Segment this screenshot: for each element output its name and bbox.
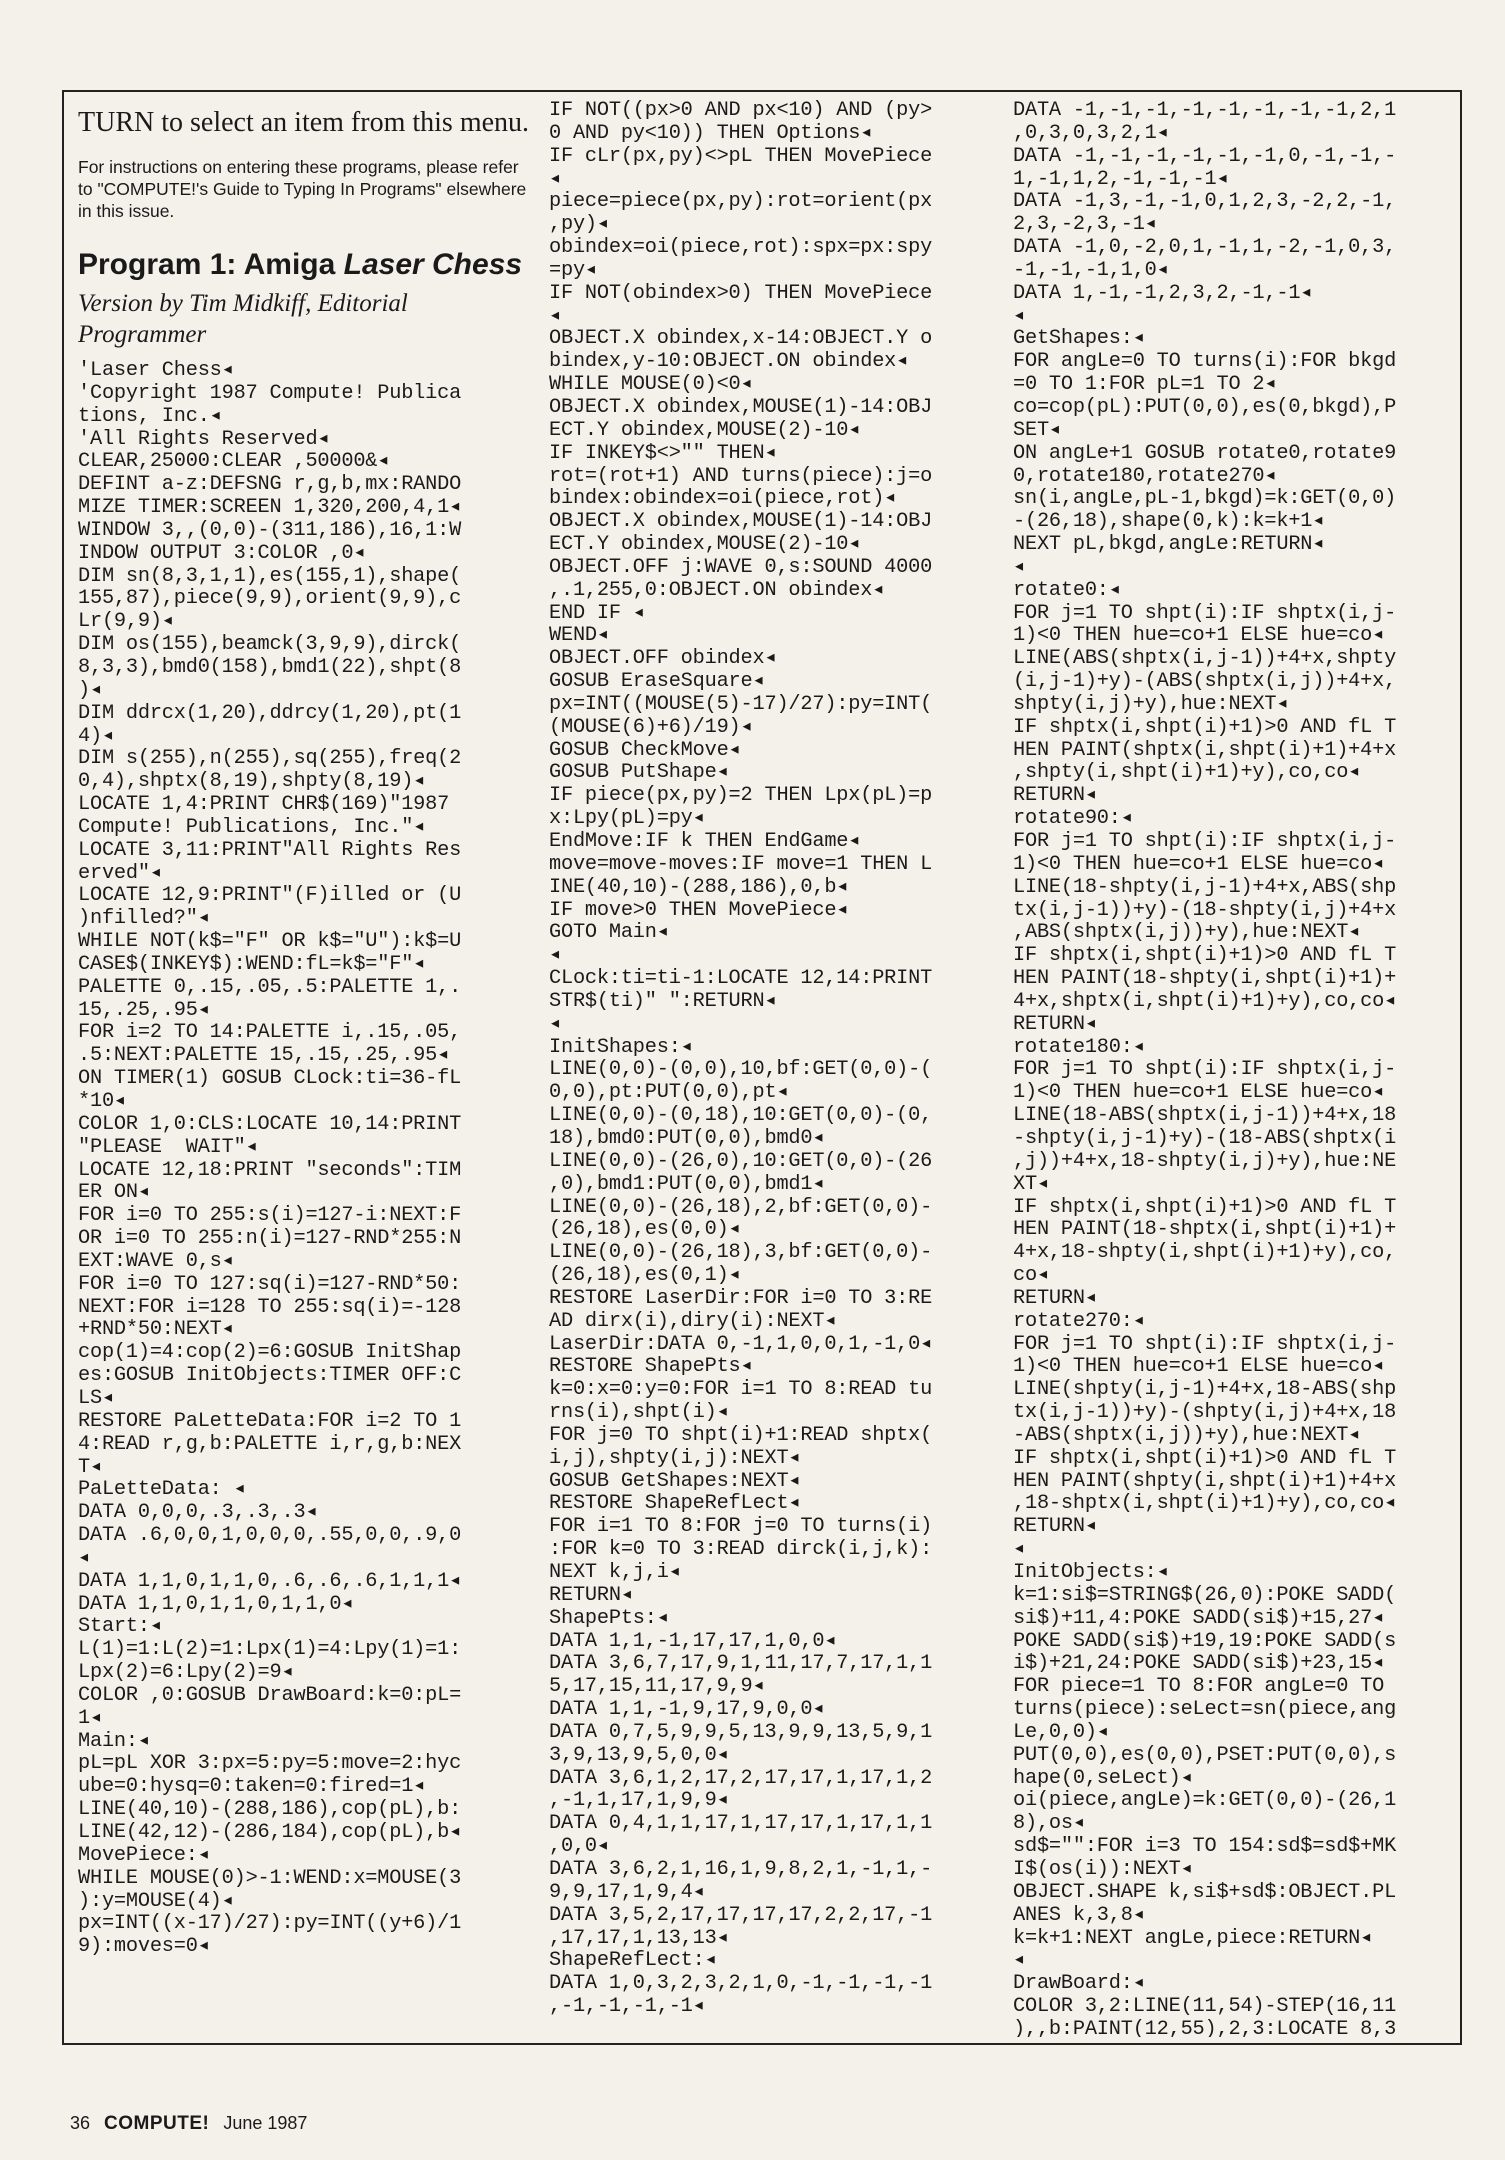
column-1	[78, 100, 530, 2037]
page-number: 36	[70, 2113, 91, 2133]
code-listing-col3: DATA -1,-1,-1,-1,-1,-1,-1,-1,2,1 ,0,3,0,3,2,1◂ DATA -1,-1,-1,-1,-1,-1,0,-1,-1,- 1,-1,1,2,-1,-1,-1◂ DATA -1,3,-1,-1,0,1,2,3,-2,2,-1, 2,3,-2,3,-1◂ DATA -1,0,-2,0,1,-1,1,-2,-1,0,3, -1,-1,-1,1,0◂ DATA 1,-1,-1,2,3,2,-1,-1◂ ◂ GetShapes:◂ FOR angLe=0 TO turns(i):FOR bkgd =0 TO 1:FOR pL=1 TO 2◂ co=cop(pL):PUT(0,0),es(0,bkgd),P SET◂ ON angLe+1 GOSUB rotate0,rotate9 0,rotate180,rotate270◂ sn(i,angLe,pL-1,bkgd)=k:GET(0,0) -(26,18),shape(0,k):k=k+1◂ NEXT pL,bkgd,angLe:RETURN◂ ◂ rotate0:◂ FOR j=1 TO shpt(i):IF shptx(i,j- 1)<0 THEN hue=co+1 ELSE hue=co◂ LINE(ABS(shptx(i,j-1))+4+x,shpty (i,j-1)+y)-(ABS(shptx(i,j))+4+x, shpty(i,j)+y),hue:NEXT◂ IF shptx(i,shpt(i)+1)>0 AND fL T HEN PAINT(shptx(i,shpt(i)+1)+4+x ,shpty(i,shpt(i)+1)+y),co,co◂ RETURN◂ rotate90:◂ FOR j=1 TO shpt(i):IF shptx(i,j- 1)<0 THEN hue=co+1 ELSE hue=co◂ LINE(18-shpty(i,j-1)+4+x,ABS(shp tx(i,j-1))+y)-(18-shpty(i,j)+4+x ,ABS(shptx(i,j))+y),hue:NEXT◂ IF shptx(i,shpt(i)+1)>0 AND fL T HEN PAINT(18-shpty(i,shpt(i)+1)+ 4+x,shptx(i,shpt(i)+1)+y),co,co◂ RETURN◂ rotate180:◂ FOR j=1 TO shpt(i):IF shptx(i,j- 1)<0 THEN hue=co+1 ELSE hue=co◂ LINE(18-ABS(shptx(i,j-1))+4+x,18 -shpty(i,j-1)+y)-(18-ABS(shptx(i ,j))+4+x,18-shpty(i,j)+y),hue:NE XT◂ IF shptx(i,shpt(i)+1)>0 AND fL T HEN PAINT(18-shptx(i,shpt(i)+1)+ 4+x,18-shpty(i,shpt(i)+1)+y),co, co◂ RETURN◂ rotate270:◂ FOR j=1 TO shpt(i):IF shptx(i,j- 1)<0 THEN hue=co+1 ELSE hue=co◂ LINE(shpty(i,j-1)+4+x,18-ABS(shp tx(i,j-1))+y)-(shpty(i,j)+4+x,18 -ABS(shptx(i,j))+y),hue:NEXT◂ IF shptx(i,shpt(i)+1)>0 AND fL T HEN PAINT(shpty(i,shpt(i)+1)+4+x ,18-shptx(i,shpt(i)+1)+y),co,co◂ RETURN◂ ◂ InitObjects:◂ k=1:si$=STRING$(26,0):POKE SADD( si$)+11,4:POKE SADD(si$)+15,27◂ POKE SADD(si$)+19,19:POKE SADD(s i$)+21,24:POKE SADD(si$)+23,15◂ FOR piece=1 TO 8:FOR angLe=0 TO turns(piece):seLect=sn(piece,ang Le,0,0)◂ PUT(0,0),es(0,0),PSET:PUT(0,0),s hape(0,seLect)◂ oi(piece,angLe)=k:GET(0,0)-(26,1 8),os◂ sd$="":FOR i=3 TO 154:sd$=sd$+MK I$(os(i)):NEXT◂ OBJECT.SHAPE k,si$+sd$:OBJECT.PL ANES k,3,8◂ k=k+1:NEXT angLe,piece:RETURN◂ ◂ DrawBoard:◂ COLOR 3,2:LINE(11,54)-STEP(16,11 ),,b:PAINT(12,55),2,3:LOCATE 8,3	[1013, 100, 1397, 2037]
issue-date: June 1987	[223, 2113, 308, 2133]
code-listing-col1: 'Laser Chess◂ 'Copyright 1987 Compute! Publica tions, Inc.◂ 'All Rights Reserved◂ CLEAR,25000:CLEAR ,50000&◂ DEFINT a-z:DEFSNG r,g,b,mx:RANDO MIZE TIMER:SCREEN 1,320,200,4,1◂ WINDOW 3,,(0,0)-(311,186),16,1:W INDOW OUTPUT 3:COLOR ,0◂ DIM sn(8,3,1,1),es(155,1),shape( 155,87),piece(9,9),orient(9,9),c Lr(9,9)◂ DIM os(155),beamck(3,9,9),dirck( 8,3,3),bmd0(158),bmd1(22),shpt(8 )◂ DIM ddrcx(1,20),ddrcy(1,20),pt(1 4)◂ DIM s(255),n(255),sq(255),freq(2 0,4),shptx(8,19),shpty(8,19)◂ LOCATE 1,4:PRINT CHR$(169)"1987 Compute! Publications, Inc."◂ LOCATE 3,11:PRINT"All Rights Res erved"◂ LOCATE 12,9:PRINT"(F)illed or (U )nfilled?"◂ WHILE NOT(k$="F" OR k$="U"):k$=U CASE$(INKEY$):WEND:fL=k$="F"◂ PALETTE 0,.15,.05,.5:PALETTE 1,. 15,.25,.95◂ FOR i=2 TO 14:PALETTE i,.15,.05, .5:NEXT:PALETTE 15,.15,.25,.95◂ ON TIMER(1) GOSUB CLock:ti=36-fL *10◂ COLOR 1,0:CLS:LOCATE 10,14:PRINT "PLEASE WAIT"◂ LOCATE 12,18:PRINT "seconds":TIM ER ON◂ FOR i=0 TO 255:s(i)=127-i:NEXT:F OR i=0 TO 255:n(i)=127-RND*255:N EXT:WAVE 0,s◂ FOR i=0 TO 127:sq(i)=127-RND*50: NEXT:FOR i=128 TO 255:sq(i)=-128 +RND*50:NEXT◂ cop(1)=4:cop(2)=6:GOSUB InitShap es:GOSUB InitObjects:TIMER OFF:C LS◂ RESTORE PaLetteData:FOR i=2 TO 1 4:READ r,g,b:PALETTE i,r,g,b:NEX T◂ PaLetteData: ◂ DATA 0,0,0,.3,.3,.3◂ DATA .6,0,0,1,0,0,0,.55,0,0,.9,0 ◂ DATA 1,1,0,1,1,0,.6,.6,.6,1,1,1◂ DATA 1,1,0,1,1,0,1,1,0◂ Start:◂ L(1)=1:L(2)=1:Lpx(1)=4:Lpy(1)=1: Lpx(2)=6:Lpy(2)=9◂ COLOR ,0:GOSUB DrawBoard:k=0:pL= 1◂ Main:◂ pL=pL XOR 3:px=5:py=5:move=2:hyc ube=0:hysq=0:taken=0:fired=1◂ LINE(40,10)-(288,186),cop(pL),b: LINE(42,12)-(286,184),cop(pL),b◂ MovePiece:◂ WHILE MOUSE(0)>-1:WEND:x=MOUSE(3 ):y=MOUSE(4)◂ px=INT((x-17)/27):py=INT((y+6)/1 9):moves=0◂	[78, 359, 462, 1959]
intro-text: TURN to select an item from this menu.	[78, 107, 530, 138]
page-footer	[70, 2113, 307, 2135]
code-listing-col2: IF NOT((px>0 AND px<10) AND (py> 0 AND py<10)) THEN Options◂ IF cLr(px,py)<>pL THEN MovePiece ◂ piece=piece(px,py):rot=orient(px ,py)◂ obindex=oi(piece,rot):spx=px:spy =py◂ IF NOT(obindex>0) THEN MovePiece ◂ OBJECT.X obindex,x-14:OBJECT.Y o bindex,y-10:OBJECT.ON obindex◂ WHILE MOUSE(0)<0◂ OBJECT.X obindex,MOUSE(1)-14:OBJ ECT.Y obindex,MOUSE(2)-10◂ IF INKEY$<>"" THEN◂ rot=(rot+1) AND turns(piece):j=o bindex:obindex=oi(piece,rot)◂ OBJECT.X obindex,MOUSE(1)-14:OBJ ECT.Y obindex,MOUSE(2)-10◂ OBJECT.OFF j:WAVE 0,s:SOUND 4000 ,.1,255,0:OBJECT.ON obindex◂ END IF ◂ WEND◂ OBJECT.OFF obindex◂ GOSUB EraseSquare◂ px=INT((MOUSE(5)-17)/27):py=INT( (MOUSE(6)+6)/19)◂ GOSUB CheckMove◂ GOSUB PutShape◂ IF piece(px,py)=2 THEN Lpx(pL)=p x:Lpy(pL)=py◂ EndMove:IF k THEN EndGame◂ move=move-moves:IF move=1 THEN L INE(40,10)-(288,186),0,b◂ IF move>0 THEN MovePiece◂ GOTO Main◂ ◂ CLock:ti=ti-1:LOCATE 12,14:PRINT STR$(ti)" ":RETURN◂ ◂ InitShapes:◂ LINE(0,0)-(0,0),10,bf:GET(0,0)-( 0,0),pt:PUT(0,0),pt◂ LINE(0,0)-(0,18),10:GET(0,0)-(0, 18),bmd0:PUT(0,0),bmd0◂ LINE(0,0)-(26,0),10:GET(0,0)-(26 ,0),bmd1:PUT(0,0),bmd1◂ LINE(0,0)-(26,18),2,bf:GET(0,0)- (26,18),es(0,0)◂ LINE(0,0)-(26,18),3,bf:GET(0,0)- (26,18),es(0,1)◂ RESTORE LaserDir:FOR i=0 TO 3:RE AD dirx(i),diry(i):NEXT◂ LaserDir:DATA 0,-1,1,0,0,1,-1,0◂ RESTORE ShapePts◂ k=0:x=0:y=0:FOR i=1 TO 8:READ tu rns(i),shpt(i)◂ FOR j=0 TO shpt(i)+1:READ shptx( i,j),shpty(i,j):NEXT◂ GOSUB GetShapes:NEXT◂ RESTORE ShapeRefLect◂ FOR i=1 TO 8:FOR j=0 TO turns(i) :FOR k=0 TO 3:READ dirck(i,j,k): NEXT k,j,i◂ RETURN◂ ShapePts:◂ DATA 1,1,-1,17,17,1,0,0◂ DATA 3,6,7,17,9,1,11,17,7,17,1,1 5,17,15,11,17,9,9◂ DATA 1,1,-1,9,17,9,0,0◂ DATA 0,7,5,9,9,5,13,9,9,13,5,9,1 3,9,13,9,5,0,0◂ DATA 3,6,1,2,17,2,17,17,1,17,1,2 ,-1,1,17,1,9,9◂ DATA 0,4,1,1,17,1,17,17,1,17,1,1 ,0,0◂ DATA 3,6,2,1,16,1,9,8,2,1,-1,1,- 9,9,17,1,9,4◂ DATA 3,5,2,17,17,17,17,2,2,17,-1 ,17,17,1,13,13◂ ShapeRefLect:◂ DATA 1,0,3,2,3,2,1,0,-1,-1,-1,-1 ,-1,-1,-1,-1◂	[549, 100, 933, 2019]
column-3	[1013, 100, 1453, 2037]
page-frame	[62, 90, 1462, 2045]
typing-instructions: For instructions on entering these programs, please refer to "COMPUTE!'s Guide to Typing In Programs" elsewhere in this issue.	[78, 157, 527, 221]
column-2	[549, 100, 1001, 2037]
magazine-name: COMPUTE!	[104, 2113, 210, 2134]
title-emphasis: Laser Chess	[343, 248, 523, 281]
program-title	[78, 248, 530, 282]
title-prefix: Program 1: Amiga	[78, 248, 344, 281]
byline: Version by Tim Midkiff, Editorial Programmer	[78, 290, 408, 348]
